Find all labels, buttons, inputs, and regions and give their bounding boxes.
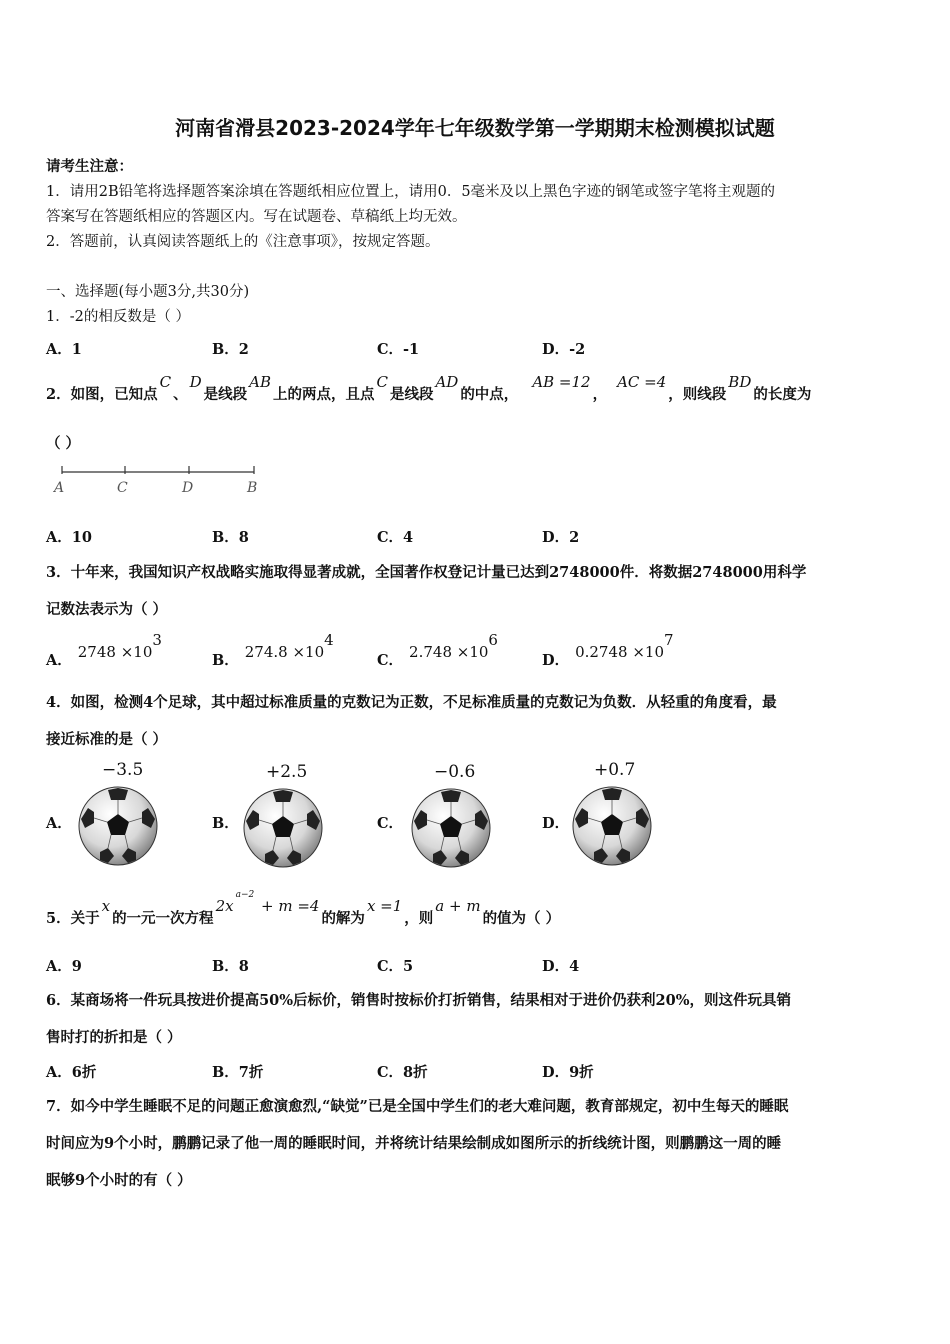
q1-option-d[interactable]: D．-2 [542, 341, 586, 358]
q2-option-b[interactable]: B．8 [212, 529, 249, 546]
q2-point-d: D [189, 373, 202, 391]
q2-segment-ab: AB [249, 373, 271, 391]
q5-expr-am: a + m [435, 897, 481, 915]
q4-line-2: 接近标准的是（ ） [46, 731, 168, 748]
q1-option-a[interactable]: A．1 [46, 341, 82, 358]
q3-option-a-base: 2748 ×10 [77, 642, 153, 661]
q3-option-a-exp: 3 [152, 631, 162, 649]
q6-option-d[interactable]: D．9折 [542, 1064, 594, 1081]
q3-option-d[interactable] [542, 631, 674, 670]
q3-option-c-letter: C． [377, 651, 404, 669]
q7-line-1: 7．如今中学生睡眠不足的问题正愈演愈烈,“缺觉”已是全国中学生们的老大难问题，教育部规定，初中生每天的睡眠 [46, 1098, 789, 1115]
q2-text-4: 是线段 [389, 386, 434, 403]
q6-option-a[interactable]: A．6折 [46, 1064, 97, 1081]
q3-option-a-letter: A． [46, 651, 72, 669]
q2-option-d[interactable]: D．2 [542, 529, 580, 546]
q4-ball-b-value: +2.5 [266, 762, 308, 782]
q5-text-3: 的解为 [321, 910, 365, 927]
q3-option-d-exp: 7 [664, 631, 674, 649]
q2-label-a: A [54, 480, 65, 496]
q5-option-a[interactable]: A．9 [46, 958, 82, 975]
q6-line-1: 6．某商场将一件玩具按进价提高50%后标价，销售时按标价打折销售，结果相对于进价仍获利20%，则这件玩具销 [46, 992, 791, 1009]
q5-text-4: ，则 [404, 910, 434, 927]
q2-eq-ab: AB =12 [532, 373, 591, 391]
q3-option-d-letter: D． [542, 651, 570, 669]
q3-option-a[interactable] [46, 631, 162, 670]
q5-option-b[interactable]: B．8 [212, 958, 249, 975]
q2-text-3: 上的两点，且点 [272, 386, 375, 403]
q3-line-1: 3．十年来，我国知识产权战略实施取得显著成就，全国著作权登记计量已达到2748000件．将数据2748000用科学 [46, 564, 807, 581]
q5-stem [46, 890, 561, 928]
q2-label-b: B [247, 480, 258, 496]
notice-line-1: 1．请用2B铅笔将选择题答案涂填在答题纸相应位置上，请用0．5毫米及以上黑色字迹的钢笔或签字笔将主观题的 [46, 184, 776, 200]
q2-option-a[interactable]: A．10 [46, 529, 92, 546]
q2-text-7: 的长度为 [753, 386, 812, 403]
q4-option-c[interactable]: C． [377, 815, 404, 832]
q4-ball-d-value: +0.7 [594, 760, 636, 780]
q3-option-c-base: 2.748 ×10 [409, 642, 489, 661]
q4-ball-a-value: −3.5 [102, 760, 144, 780]
q2-text-5: 的中点， [460, 386, 519, 403]
q2-segment-bd: BD [728, 373, 752, 391]
q4-line-1: 4．如图，检测4个足球，其中超过标准质量的克数记为正数，不足标准质量的克数记为负数．从轻重的角度看，最 [46, 694, 777, 711]
q1-option-c[interactable]: C．-1 [377, 341, 420, 358]
q2-point-c: C [159, 373, 172, 391]
q6-option-c[interactable]: C．8折 [377, 1064, 428, 1081]
q3-option-b-base: 274.8 ×10 [244, 642, 325, 661]
q2-text-1: 2．如图，已知点 [46, 386, 158, 403]
q5-eq-rest: + m =4 [256, 897, 320, 915]
q4-ball-d[interactable] [572, 786, 652, 866]
q2-label-d: D [182, 480, 194, 496]
q2-eq-ac: AC =4 [617, 373, 667, 391]
q3-option-d-base: 0.2748 ×10 [575, 642, 664, 661]
q2-text-2: 是线段 [203, 386, 248, 403]
exam-title: 河南省滑县2023-2024学年七年级数学第一学期期末检测模拟试题 [175, 116, 775, 140]
q3-option-b[interactable] [212, 631, 334, 670]
q3-option-c-exp: 6 [488, 631, 498, 649]
q1-option-b[interactable]: B．2 [212, 341, 249, 358]
notice-line-1b: 答案写在答题纸相应的答题区内。写在试题卷、草稿纸上均无效。 [46, 209, 467, 225]
q2-label-c: C [117, 480, 128, 496]
q2-line-figure [50, 460, 270, 500]
q6-option-b[interactable]: B．7折 [212, 1064, 264, 1081]
q5-text-1: 5．关于 [46, 910, 100, 927]
notice-line-2: 2．答题前，认真阅读答题纸上的《注意事项》，按规定答题。 [46, 234, 440, 250]
q2-text-6: ，则线段 [668, 386, 727, 403]
q3-option-c[interactable] [377, 631, 498, 670]
section-heading: 一、选择题(每小题3分,共30分) [46, 284, 250, 300]
q4-option-a[interactable]: A． [46, 815, 72, 832]
q4-option-b[interactable]: B． [212, 815, 239, 832]
q3-line-2: 记数法表示为（ ） [46, 601, 168, 618]
q5-option-c[interactable]: C．5 [377, 958, 414, 975]
q2-stem [46, 373, 812, 404]
q2-point-c2: C [376, 373, 388, 391]
q4-ball-c[interactable] [411, 788, 491, 868]
q2-paren: （ ） [46, 435, 81, 452]
q6-line-2: 售时打的折扣是（ ） [46, 1029, 182, 1046]
q1-stem: 1．-2的相反数是（ ） [46, 309, 190, 325]
q4-ball-b[interactable] [243, 788, 323, 868]
q3-option-b-exp: 4 [324, 631, 334, 649]
q2-option-c[interactable]: C．4 [377, 529, 414, 546]
q5-eq-base: 2x [215, 897, 234, 915]
q4-option-d[interactable]: D． [542, 815, 570, 832]
q5-text-5: 的值为（ ） [482, 910, 561, 927]
q2-comma: ， [592, 386, 608, 403]
q5-var-x: x [101, 897, 111, 915]
notice-heading: 请考生注意： [46, 158, 133, 175]
q5-solution: x =1 [366, 897, 403, 915]
q7-line-3: 眠够9个小时的有（ ） [46, 1172, 192, 1189]
q7-line-2: 时间应为9个小时，鹏鹏记录了他一周的睡眠时间，并将统计结果绘制成如图所示的折线统计图，则鹏鹏这一周的睡 [46, 1135, 782, 1152]
q5-text-2: 的一元一次方程 [112, 910, 214, 927]
q4-ball-a[interactable] [78, 786, 158, 866]
q4-ball-c-value: −0.6 [434, 762, 476, 782]
q3-option-b-letter: B． [212, 651, 239, 669]
q2-sep: 、 [173, 386, 188, 403]
q5-option-d[interactable]: D．4 [542, 958, 580, 975]
q5-eq-exp: a−2 [235, 890, 255, 901]
q2-segment-ad: AD [435, 373, 459, 391]
